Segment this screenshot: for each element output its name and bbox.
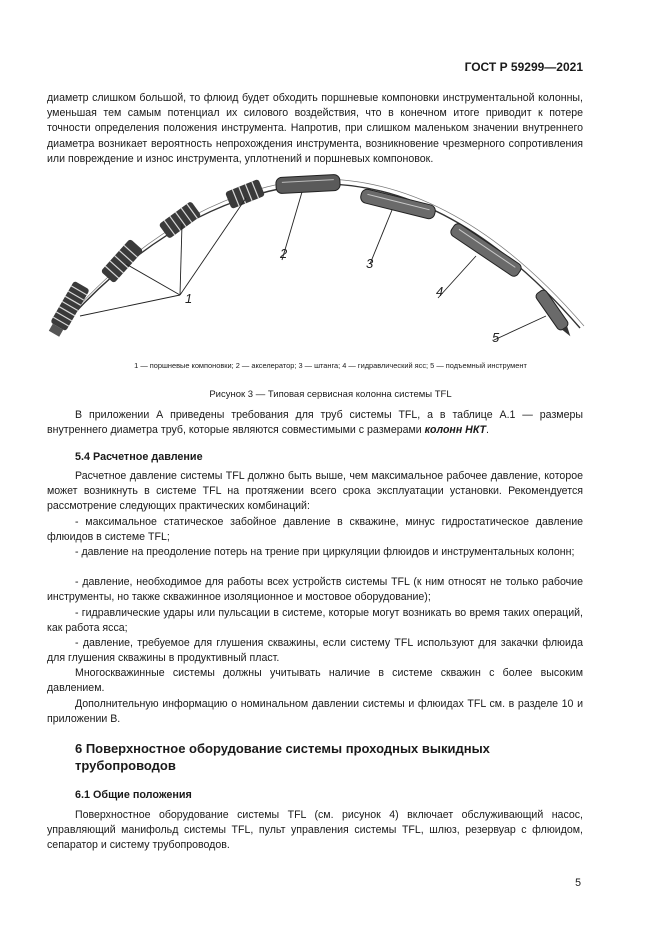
legend-text-3: — штанга; <box>302 361 343 370</box>
rod <box>359 188 436 220</box>
legend-num-2: 2 <box>235 361 240 370</box>
accelerator <box>276 174 341 193</box>
list-item: - давление, требуемое для глушения скважины, если систему TFL используют для закачки флюида для глушения скважины в продуктивный пласт. <box>47 637 583 665</box>
legend-text-1: — поршневые компоновки; <box>138 361 236 370</box>
piston-assembly-4 <box>225 179 265 209</box>
label-1: 1 <box>185 291 193 306</box>
label-4: 4 <box>436 284 444 299</box>
figure-legend <box>0 361 661 370</box>
pulling-tool <box>534 289 575 340</box>
piston-assembly-1 <box>46 281 90 338</box>
list-item: - гидравлические удары или пульсации в системе, которые могут возникать во время таких операций, как работа ясса; <box>47 607 583 635</box>
label-2: 2 <box>280 246 288 261</box>
legend-num-3: 3 <box>298 361 303 370</box>
piston-assembly-2 <box>101 239 144 284</box>
hydraulic-jar <box>449 222 523 278</box>
list-item: - давление, необходимое для работы всех устройств системы TFL (к ним относят не только рабочие инструменты, но также скважинное изоляционное и мостовое оборудование); <box>47 576 583 604</box>
appendix-paragraph <box>47 408 583 438</box>
legend-text-4: — гидравлический ясс; <box>346 361 431 370</box>
section-5-4-title: 5.4 Расчетное давление <box>75 451 203 463</box>
multi-well-paragraph: Многоскважинные системы должны учитывать наличие в системе скважин с более высоким давлением. <box>47 667 583 695</box>
appendix-text: В приложении А приведены требования для труб системы TFL, а в таблице А.1 — размеры внутреннего диаметра труб, которые являются совместимыми с размерами <box>47 409 583 437</box>
list-item: - максимальное статическое забойное давление в скважине, минус гидростатическое давление флюидов в системе TFL; <box>47 516 583 544</box>
label-5: 5 <box>492 330 500 345</box>
figure-caption: Рисунок 3 — Типовая сервисная колонна системы TFL <box>209 389 452 400</box>
intro-paragraph: диаметр слишком большой, то флюид будет обходить поршневые компоновки инструментальной колонны, уменьшая тем самым потенциал их силового воздействия, что в конечном итоге приводит к потере точности определения положения инструмента. Напротив, при слишком маленьком значении внутреннего диаметра возникает вероятность непрохождения инструмента, возникновение чрезмерного сопротивления или повреждение и износ инструмента, уплотнений и поршневых компоновок. <box>47 92 583 165</box>
section-6-title: 6 Поверхностное оборудование системы проходных выкидных трубопроводов <box>75 741 490 773</box>
piston-assembly-3 <box>159 201 202 239</box>
section-5-4-intro: Расчетное давление системы TFL должно быть выше, чем максимальное рабочее давление, которое может возникнуть в системе TFL на протяжении всего срока эксплуатации установки. Рекомендуется рассмотрение следующих практических комбинаций: <box>47 470 583 513</box>
service-string-figure <box>40 168 600 368</box>
list-item: - давление на преодоление потерь на трение при циркуляции флюидов и инструментальных колонн; <box>75 546 575 558</box>
legend-num-1: 1 <box>134 361 139 370</box>
appendix-end: . <box>485 424 489 437</box>
document-code: ГОСТ Р 59299—2021 <box>464 60 583 74</box>
additional-info-paragraph: Дополнительную информацию о номинальном давлении системы и флюидах TFL см. в разделе 10 и приложении В. <box>47 698 583 726</box>
legend-num-4: 4 <box>342 361 347 370</box>
section-6-1-paragraph: Поверхностное оборудование системы TFL (см. рисунок 4) включает обслуживающий насос, управляющий манифольд системы TFL, пульт управления системы TFL, шлюз, резервуар с флюидом, сепаратор и систему трубопроводов. <box>47 809 583 852</box>
appendix-emphasis: колонн НКТ <box>424 424 486 437</box>
legend-text-2: — акселератор; <box>239 361 299 370</box>
leader-lines <box>80 192 546 340</box>
section-6-1-title: 6.1 Общие положения <box>75 789 192 801</box>
page-number: 5 <box>575 877 581 889</box>
legend-num-5: 5 <box>430 361 435 370</box>
label-3: 3 <box>366 256 374 271</box>
legend-text-5: — подъемный инструмент <box>434 361 527 370</box>
